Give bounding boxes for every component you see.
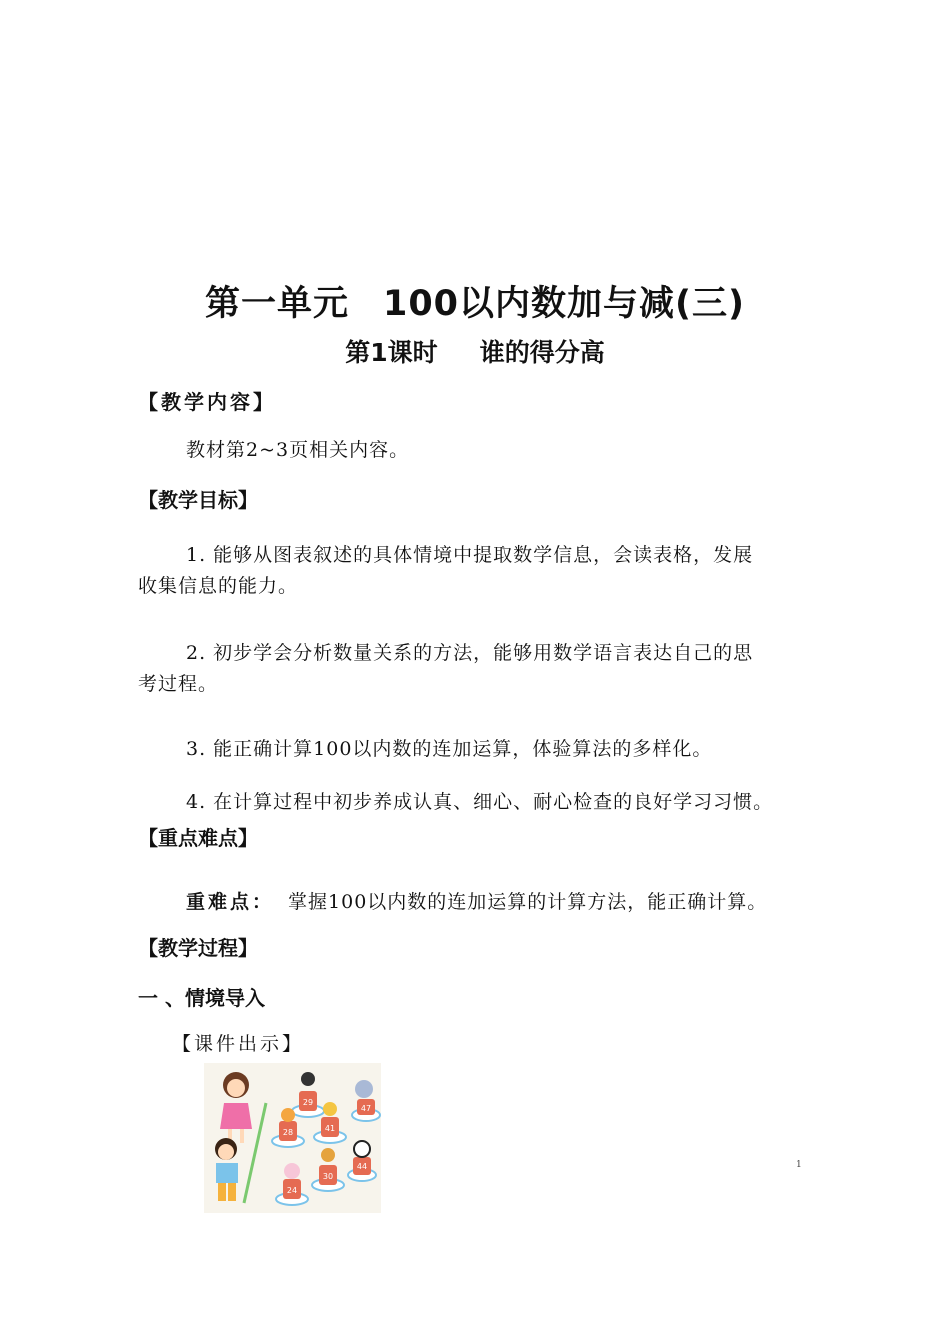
content-text: 教材第2~3页相关内容。 xyxy=(186,439,410,461)
target-number: 28 xyxy=(282,1128,294,1137)
courseware-label: 【课件出示】 xyxy=(172,1033,305,1055)
keypoints-label: 重难点： xyxy=(186,891,275,913)
target-number: 44 xyxy=(356,1162,368,1171)
step-1-heading: 一 、情境导入 xyxy=(138,986,265,1010)
target-game-illustration xyxy=(204,1063,381,1213)
target-number: 24 xyxy=(286,1186,298,1195)
target-number: 41 xyxy=(324,1124,336,1133)
section-heading-goals: 【教学目标】 xyxy=(138,488,258,512)
target-number: 47 xyxy=(360,1104,372,1113)
goal-3: 3. 能正确计算100以内数的连加运算，体验算法的多样化。 xyxy=(186,738,713,760)
page-number: 1 xyxy=(796,1160,802,1170)
unit-title: 第一单元 100以内数加与减(三) xyxy=(204,284,746,324)
goal-1-line-2: 收集信息的能力。 xyxy=(138,575,299,597)
target-number: 29 xyxy=(302,1098,314,1107)
goal-2-line-1: 2. 初步学会分析数量关系的方法，能够用数学语言表达自己的思 xyxy=(186,642,754,664)
target-number: 30 xyxy=(322,1172,334,1181)
lesson-title: 第1课时 谁的得分高 xyxy=(345,338,605,367)
goal-1-line-1: 1. 能够从图表叙述的具体情境中提取数学信息，会读表格，发展 xyxy=(186,544,754,566)
section-heading-content: 【教学内容】 xyxy=(138,390,276,414)
keypoints-line xyxy=(186,887,767,914)
keypoints-text: 掌握100以内数的连加运算的计算方法，能正确计算。 xyxy=(288,891,768,913)
goal-4: 4. 在计算过程中初步养成认真、细心、耐心检查的良好学习习惯。 xyxy=(186,791,774,813)
goal-2-line-2: 考过程。 xyxy=(138,673,219,695)
section-heading-keypoints: 【重点难点】 xyxy=(138,826,258,850)
section-heading-process: 【教学过程】 xyxy=(138,936,258,960)
